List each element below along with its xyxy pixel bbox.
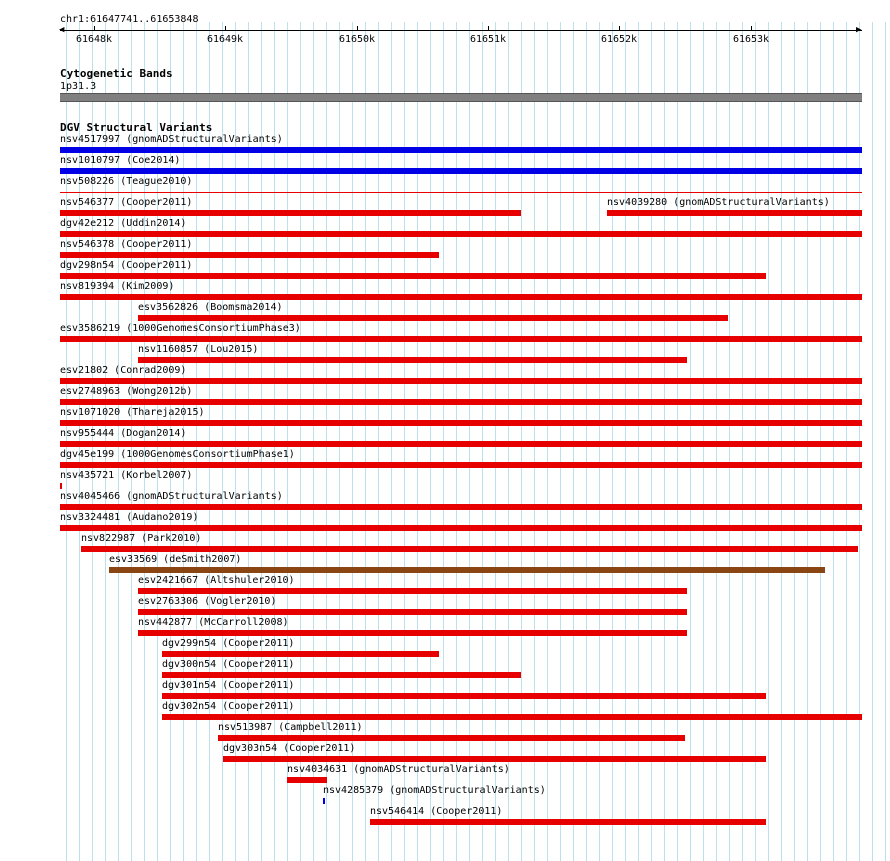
- sv-bar[interactable]: [60, 147, 862, 153]
- sv-label[interactable]: dgv302n54 (Cooper2011): [162, 701, 295, 712]
- sv-bar[interactable]: [60, 504, 862, 510]
- sv-bar[interactable]: [60, 168, 862, 174]
- sv-bar[interactable]: [607, 210, 862, 216]
- ruler-tick: [357, 26, 358, 30]
- sv-label[interactable]: dgv299n54 (Cooper2011): [162, 638, 295, 649]
- grid-line: [872, 22, 873, 861]
- sv-label[interactable]: dgv303n54 (Cooper2011): [223, 743, 356, 754]
- sv-label[interactable]: esv3586219 (1000GenomesConsortiumPhase3): [60, 323, 301, 334]
- sv-bar[interactable]: [60, 252, 439, 258]
- ruler-tick-label: 61652k: [600, 34, 638, 45]
- sv-label[interactable]: nsv546377 (Cooper2011): [60, 197, 193, 208]
- sv-label[interactable]: nsv822987 (Park2010): [81, 533, 202, 544]
- sv-label[interactable]: dgv45e199 (1000GenomesConsortiumPhase1): [60, 449, 295, 460]
- dgv-track-title[interactable]: DGV Structural Variants: [60, 121, 213, 134]
- sv-label[interactable]: nsv819394 (Kim2009): [60, 281, 175, 292]
- sv-bar[interactable]: [138, 357, 687, 363]
- sv-label[interactable]: esv2748963 (Wong2012b): [60, 386, 193, 397]
- sv-label[interactable]: nsv442877 (McCarroll2008): [138, 617, 289, 628]
- ruler-tick: [751, 26, 752, 30]
- sv-bar[interactable]: [60, 294, 862, 300]
- base-position-ruler[interactable]: [60, 30, 862, 31]
- sv-bar[interactable]: [138, 315, 728, 321]
- sv-label[interactable]: nsv3324481 (Audano2019): [60, 512, 199, 523]
- sv-bar[interactable]: [162, 651, 439, 657]
- sv-label[interactable]: nsv4034631 (gnomADStructuralVariants): [287, 764, 510, 775]
- sv-bar[interactable]: [109, 567, 825, 573]
- sv-bar[interactable]: [60, 525, 862, 531]
- ruler-tick-label: 61648k: [75, 34, 113, 45]
- sv-label[interactable]: esv2763306 (Vogler2010): [138, 596, 277, 607]
- sv-label[interactable]: nsv513987 (Campbell2011): [218, 722, 363, 733]
- sv-label[interactable]: nsv1160857 (Lou2015): [138, 344, 259, 355]
- sv-bar[interactable]: [60, 483, 62, 489]
- sv-label[interactable]: dgv298n54 (Cooper2011): [60, 260, 193, 271]
- sv-bar[interactable]: [60, 441, 862, 447]
- ruler-tick: [225, 26, 226, 30]
- ruler-tick-label: 61651k: [469, 34, 507, 45]
- sv-label[interactable]: nsv546414 (Cooper2011): [370, 806, 503, 817]
- ruler-tick-label: 61649k: [206, 34, 244, 45]
- sv-label[interactable]: esv33569 (deSmith2007): [109, 554, 242, 565]
- ruler-tick-label: 61653k: [732, 34, 770, 45]
- sv-label[interactable]: dgv42e212 (Uddin2014): [60, 218, 187, 229]
- ruler-tick: [619, 26, 620, 30]
- sv-label[interactable]: nsv1071020 (Thareja2015): [60, 407, 205, 418]
- sv-bar[interactable]: [60, 210, 521, 216]
- sv-label[interactable]: esv21802 (Conrad2009): [60, 365, 187, 376]
- sv-bar[interactable]: [162, 714, 862, 720]
- sv-bar[interactable]: [370, 819, 766, 825]
- sv-label[interactable]: nsv546378 (Cooper2011): [60, 239, 193, 250]
- sv-label[interactable]: nsv4517997 (gnomADStructuralVariants): [60, 134, 283, 145]
- sv-label[interactable]: nsv4285379 (gnomADStructuralVariants): [323, 785, 546, 796]
- sv-label[interactable]: dgv301n54 (Cooper2011): [162, 680, 295, 691]
- sv-label[interactable]: nsv508226 (Teague2010): [60, 176, 193, 187]
- sv-label[interactable]: nsv4039280 (gnomADStructuralVariants): [607, 197, 830, 208]
- sv-bar[interactable]: [60, 273, 766, 279]
- sv-bar[interactable]: [218, 735, 685, 741]
- cytoband-bar[interactable]: [60, 93, 862, 102]
- sv-bar[interactable]: [60, 462, 862, 468]
- sv-bar[interactable]: [60, 336, 862, 342]
- ruler-tick-label: 61650k: [338, 34, 376, 45]
- cytoband-track-title[interactable]: Cytogenetic Bands: [60, 67, 173, 80]
- position-label: chr1:61647741..61653848: [60, 14, 199, 25]
- sv-bar[interactable]: [60, 231, 862, 237]
- sv-bar[interactable]: [287, 777, 327, 783]
- sv-bar[interactable]: [323, 798, 325, 804]
- sv-bar[interactable]: [138, 609, 687, 615]
- sv-bar[interactable]: [60, 399, 862, 405]
- sv-label[interactable]: nsv955444 (Dogan2014): [60, 428, 187, 439]
- sv-bar[interactable]: [60, 420, 862, 426]
- sv-label[interactable]: esv2421667 (Altshuler2010): [138, 575, 295, 586]
- sv-label[interactable]: dgv300n54 (Cooper2011): [162, 659, 295, 670]
- sv-label[interactable]: esv3562826 (Boomsma2014): [138, 302, 283, 313]
- sv-bar[interactable]: [138, 630, 687, 636]
- sv-bar[interactable]: [162, 672, 521, 678]
- ruler-right-arrow-icon: ▶: [856, 25, 862, 35]
- grid-line: [885, 22, 886, 861]
- sv-label[interactable]: nsv1010797 (Coe2014): [60, 155, 181, 166]
- sv-label[interactable]: nsv435721 (Korbel2007): [60, 470, 193, 481]
- sv-bar[interactable]: [223, 756, 766, 762]
- sv-bar[interactable]: [60, 378, 862, 384]
- sv-bar[interactable]: [60, 192, 862, 193]
- sv-bar[interactable]: [81, 546, 858, 552]
- sv-bar[interactable]: [162, 693, 766, 699]
- ruler-tick: [94, 26, 95, 30]
- ruler-tick: [488, 26, 489, 30]
- sv-label[interactable]: nsv4045466 (gnomADStructuralVariants): [60, 491, 283, 502]
- sv-bar[interactable]: [138, 588, 687, 594]
- cytoband-label: 1p31.3: [60, 81, 97, 92]
